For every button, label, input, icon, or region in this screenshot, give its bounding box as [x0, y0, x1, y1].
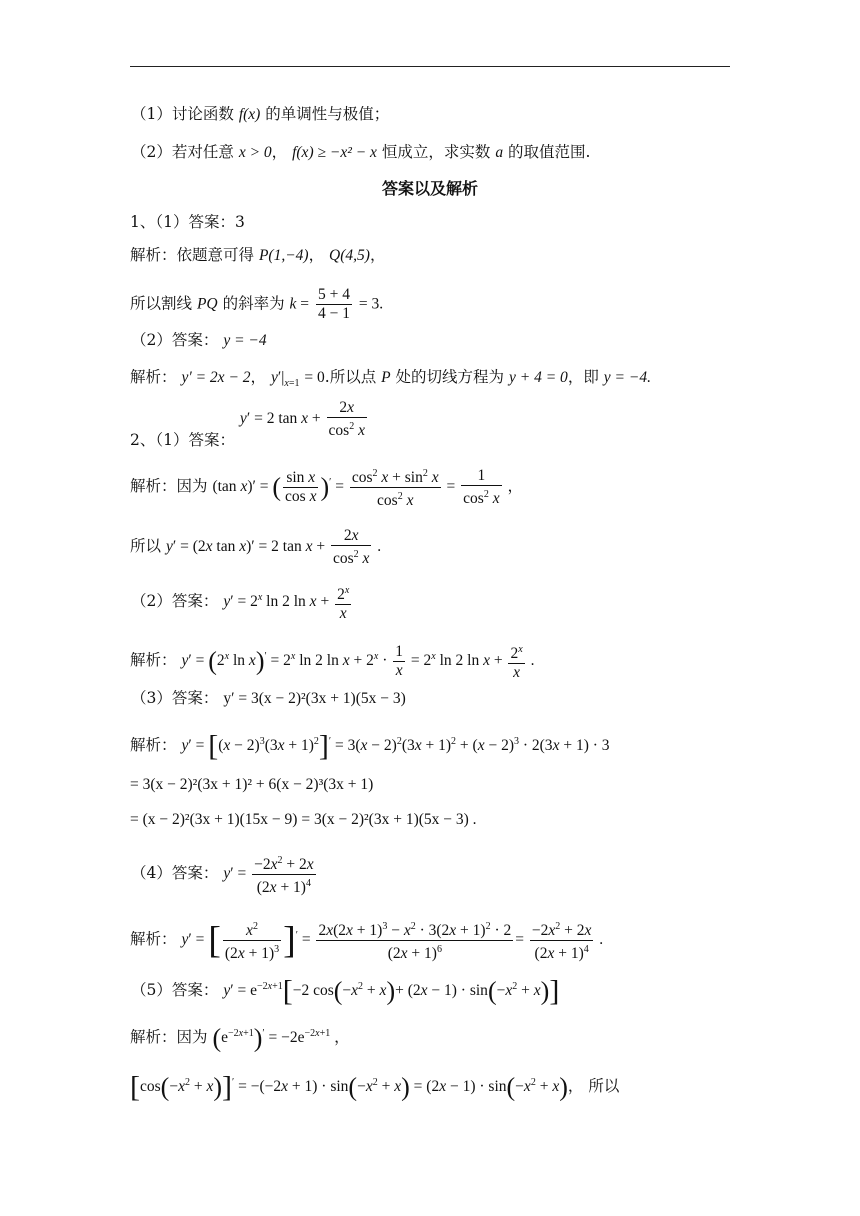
q1-rest: 的单调性与极值；: [265, 105, 390, 123]
q1-fx: f(x): [238, 106, 261, 123]
answer-2e-line2: [130, 1070, 620, 1104]
a2-frac: $\frac{2x}{\cos^2 x}$: [328, 399, 365, 440]
question-2: （2）若对任意 x > 0， f(x) ≥ −x² − x 恒成立，求实数 a 的取值范围.: [131, 143, 591, 161]
a1-slope-text2: 的斜率为: [222, 294, 285, 313]
a2b-head: （2）答案：: [131, 592, 219, 611]
a2d-formula: y′ = $\frac{-2x^2 + 2x}{(2x + 1)^4}$: [223, 865, 317, 882]
a2b-expl-label: 解析：: [130, 651, 177, 670]
question-1: [131, 103, 389, 126]
q2-end: 的取值范围.: [508, 143, 591, 161]
answer-1-head: 1、（1）答案：3: [130, 213, 245, 231]
a1-slope-text: 所以割线: [130, 294, 193, 313]
a1b-eval: $y'|_{x=1}$: [270, 369, 300, 390]
a1b-p: P: [381, 369, 391, 386]
a2e-cos-deriv: $[\cos(-x^2 + x)]' = -(-2x + 1) \cdot \sin(-x^2 + x) = (2x - 1) \cdot \sin(-x^2 + x)$，: [130, 1070, 584, 1104]
a1b-tangent-eq: y + 4 = 0: [509, 369, 568, 386]
a2-formula: y′ = 2 tan x + $\frac{2x}{\cos^2 x}$: [239, 399, 365, 440]
answer-2d-expl: [130, 918, 603, 963]
a1b-value: = 0: [304, 369, 325, 386]
header-rule: [130, 66, 730, 67]
a2c-expl-formula: $y' = [(x - 2)^3(3x + 1)^2]' = 3(x - 2)^2(3x + 1)^2 + (x - 2)^3 \cdot 2(3x + 1) \cdot 3$: [181, 729, 610, 763]
a2-tan-deriv: (tan x)′ = ( $\frac{\text{sin x}}{\text{cos x}}$ )′ = $\frac{\cos^2 x + \sin^2 x}{\cos^2 x}$ = $\frac{1}{\cos^2 x}$ ，: [212, 478, 523, 495]
a2c-head: （3）答案：: [131, 689, 219, 707]
a1-k-num: 5 + 4: [317, 286, 350, 303]
answer-2c-head: [131, 687, 406, 710]
a1b-final: y = −4.: [603, 369, 651, 386]
answer-1b-head: [131, 329, 267, 352]
a1-k: k =: [289, 295, 310, 313]
answer-1b-expl: 解析： y′ = 2x − 2， $y'|_{x=1} = 0$.所以点 P 处的切线方程为 y + 4 = 0，即 y = −4.: [130, 368, 651, 390]
a1b-derivative: y′ = 2x − 2: [181, 369, 251, 386]
q2-condition: x > 0: [238, 144, 272, 161]
a1b-expl-label: 解析：: [130, 368, 177, 386]
a2d-expl-formula: y′ = [ $\frac{x^2}{(2x + 1)^3}$ ]′ = $\frac{2x(2x + 1)^3 - x^2 \cdot 3(2x + 1)^2 \cdot 2}{(2x + 1)^6}$ = $\frac{-2x^2 + 2x}{(2x + 1)^4}$ .: [181, 919, 604, 963]
answer-2-expl: [130, 465, 523, 510]
a1-pq: PQ: [196, 295, 218, 313]
answer-2c-line3: = (x − 2)²(3x + 1)(15x − 9) = 3(x − 2)²(3x + 1)(5x − 3) .: [130, 811, 477, 828]
a2b-formula: $y' = 2^x$ ln 2 ln x + $\frac{2^x}{x}$: [223, 593, 353, 610]
q1-text: （1）讨论函数: [131, 105, 234, 123]
answer-2-head: [130, 399, 369, 450]
answer-2b-head: [131, 582, 353, 623]
a1b-head: （2）答案：: [131, 331, 219, 349]
answer-2c-line2: = 3(x − 2)²(3x + 1)² + 6(x − 2)³(3x + 1): [130, 776, 374, 793]
a1b-text2: 处的切线方程为: [395, 368, 505, 386]
section-title: 答案以及解析: [381, 179, 478, 198]
a2c-expl-label: 解析：: [130, 736, 177, 755]
a2-so-formula: y′ = (2x tan x)′ = 2 tan x + $\frac{2x}{\cos^2 x}$ .: [165, 527, 382, 568]
a1-expl-label: 解析：依题意可得: [130, 246, 255, 264]
q2-inequality: f(x) ≥ −x² − x: [292, 144, 377, 161]
a2e-expl-formula: $(e^{-2x+1})' = -2e^{-2x+1}$ ，: [212, 1023, 350, 1053]
a1b-text: .所以点: [324, 368, 377, 386]
a2d-head: （4）答案：: [131, 864, 219, 883]
a2-so: 所以: [130, 537, 162, 556]
q2-text: （2）若对任意: [131, 143, 234, 161]
a1-point-p: P(1,−4): [258, 247, 309, 264]
a1-k-result: = 3.: [358, 295, 384, 313]
answer-2e-expl: [130, 1023, 350, 1053]
answer-2d-head: [131, 852, 318, 897]
answer-2e-head: [131, 974, 560, 1008]
a2e-head: （5）答案：: [131, 981, 219, 1000]
a2-head: 2、（1）答案：: [130, 431, 235, 450]
answer-1-slope: [130, 286, 383, 323]
q2-rest: 恒成立，求实数: [381, 143, 491, 161]
a2e-formula: $y' = e^{-2x+1}[-2$ $\cos(-x^2 + x)+ (2x - 1) \cdot \sin(-x^2 + x)$]: [223, 974, 560, 1008]
a1-point-q: Q(4,5): [329, 247, 370, 264]
answer-2-so: [130, 527, 381, 568]
answer-2b-expl: [130, 641, 534, 682]
a2b-expl-formula: $y' = (2^x$ $\ln x)' = 2^x$ ln 2 $\ln x + 2^x$ · $\frac{1}{x}$ = $2^x$ ln 2 ln x + $\frac{2^x}{x}$ .: [181, 652, 534, 669]
a2d-expl-label: 解析：: [130, 930, 177, 949]
answer-2c-expl: [130, 729, 610, 763]
a1b-answer: y = −4: [223, 332, 267, 349]
a1-k-fraction: [316, 286, 352, 323]
q2-a: a: [495, 144, 504, 161]
a2-expl-label: 解析：因为: [130, 477, 208, 496]
a1-k-den: 4 − 1: [317, 305, 350, 322]
a1b-text3: ，即: [567, 368, 599, 386]
a2e-expl-label: 解析：因为: [130, 1028, 208, 1047]
a2e-suoyi: 所以: [588, 1077, 620, 1096]
a2c-answer: y′ = 3(x − 2)²(3x + 1)(5x − 3): [223, 690, 406, 707]
answer-1-expl: 解析：依题意可得 P(1,−4)， Q(4,5)，: [130, 246, 386, 264]
